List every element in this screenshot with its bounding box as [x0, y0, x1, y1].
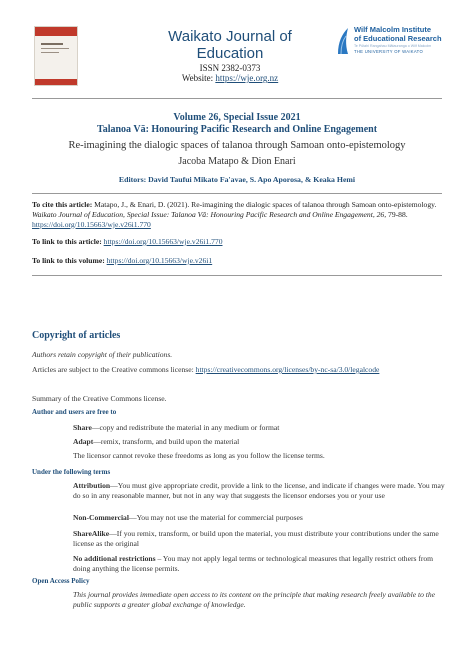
- sharealike-label: ShareAlike: [73, 529, 110, 538]
- free-heading: Author and users are free to: [32, 408, 117, 416]
- adapt-text: —remix, transform, and build upon the material: [93, 437, 240, 446]
- citation-label: To cite this article:: [32, 200, 95, 209]
- license-summary: Summary of the Creative Commons license.: [32, 394, 167, 403]
- no-restrictions-label: No additional restrictions: [73, 554, 156, 563]
- volume-link[interactable]: https://doi.org/10.15663/wje.v26i1: [106, 256, 213, 265]
- website: [150, 73, 310, 83]
- citation-text-1: Matapo, J., & Enari, D. (2021). Re-imagining the dialogic spaces of talanoa through Samoan onto-: [94, 200, 395, 209]
- terms-heading: Under the following terms: [32, 468, 111, 476]
- article-link[interactable]: https://doi.org/10.15663/wje.v26i1.770: [103, 237, 223, 246]
- adapt-label: Adapt: [73, 437, 94, 446]
- citation-pages: 79-88.: [388, 209, 408, 219]
- license-text: Articles are subject to the Creative commons license:: [32, 365, 196, 374]
- open-access-text: This journal provides immediate open access to its content on the principle that making research freely available to the public supports a greater global exchange of knowledge.: [73, 590, 436, 609]
- citation-journal-2: Engagement, 26,: [334, 209, 389, 219]
- issn: ISSN 2382-0373: [199, 63, 261, 73]
- issue-theme: Talanoa Vā: Honouring Pacific Research and Online Engagement: [96, 124, 378, 135]
- volume-line: Volume 26, Special Issue 2021: [173, 112, 301, 123]
- volume-link-label: To link to this volume:: [32, 256, 107, 265]
- share-text: —copy and redistribute the material in any medium or format: [91, 423, 280, 432]
- share-item: [73, 423, 445, 433]
- logo-subtitle: Te Pūtahi Rangahau Mātauranga o Wilf Malcolm: [354, 44, 432, 48]
- journal-title-line-1: Waikato Journal of: [168, 28, 292, 45]
- revoke-text: The licensor cannot revoke these freedoms as long as you follow the license terms.: [73, 451, 325, 460]
- open-access-heading: Open Access Policy: [32, 577, 90, 585]
- divider: [32, 98, 442, 99]
- no-restrictions-item: [73, 554, 445, 574]
- noncommercial-text: —You may not use the material for commercial purposes: [128, 513, 303, 522]
- institute-logo-icon: [336, 26, 350, 56]
- institute-logo: [336, 26, 448, 60]
- logo-line-1: Wilf Malcolm Institute: [354, 25, 432, 34]
- article-link-line: [32, 237, 442, 246]
- share-label: Share: [73, 423, 92, 432]
- license-line: [32, 365, 379, 374]
- copyright-retain: Authors retain copyright of their publications.: [32, 350, 173, 359]
- logo-line-2: of Educational Research: [354, 33, 442, 43]
- license-link[interactable]: https://creativecommons.org/licenses/by-nc-sa/3.0/legalcode: [195, 365, 380, 374]
- volume-link-line: [32, 256, 442, 265]
- citation: [32, 200, 442, 229]
- citation-doi-link[interactable]: https://doi.org/10.15663/wje.v26i1.770: [32, 219, 151, 229]
- noncommercial-item: [73, 513, 445, 523]
- divider: [32, 193, 442, 194]
- website-label: Website:: [181, 73, 216, 83]
- journal-title: [150, 28, 310, 62]
- no-restrictions-text: – You may not apply legal terms or technological measures that legally restrict others from doing anything the license permits.: [73, 554, 434, 573]
- sharealike-item: [73, 529, 445, 549]
- website-link[interactable]: https://wje.org.nz: [215, 73, 279, 83]
- citation-text-2: epistemology.: [394, 200, 437, 209]
- logo-university: THE UNIVERSITY OF WAIKATO: [354, 49, 424, 54]
- journal-cover-thumbnail: [34, 26, 78, 86]
- journal-title-line-2: Education: [196, 45, 264, 62]
- issue-editors: Editors: David Taufui Mikato Fa'avae, S. Apo Aporosa, & Keaka Hemi: [118, 175, 356, 184]
- article-title: Re-imagining the dialogic spaces of talanoa through Samoan onto-epistemology: [68, 140, 406, 151]
- noncommercial-label: Non-Commercial: [73, 513, 129, 522]
- citation-journal: Waikato Journal of Education, Special Issue: Talanoa Vā: Honouring Pacific Research and Online: [32, 209, 333, 219]
- copyright-heading: Copyright of articles: [32, 330, 121, 341]
- logo-text: [354, 26, 442, 43]
- attribution-text: —You must give appropriate credit, provide a link to the license, and indicate if changes were made. You may do so in any reasonable manner, but not in any way that suggests the licensor endorses you or your use: [73, 481, 445, 500]
- adapt-item: [73, 437, 445, 447]
- article-authors: Jacoba Matapo & Dion Enari: [178, 156, 296, 167]
- sharealike-text: —If you remix, transform, or build upon the material, you must distribute your contributions under the same license as the original: [73, 529, 439, 548]
- attribution-label: Attribution: [73, 481, 111, 490]
- attribution-item: [73, 481, 445, 501]
- article-link-label: To link to this article:: [32, 237, 104, 246]
- divider: [32, 275, 442, 276]
